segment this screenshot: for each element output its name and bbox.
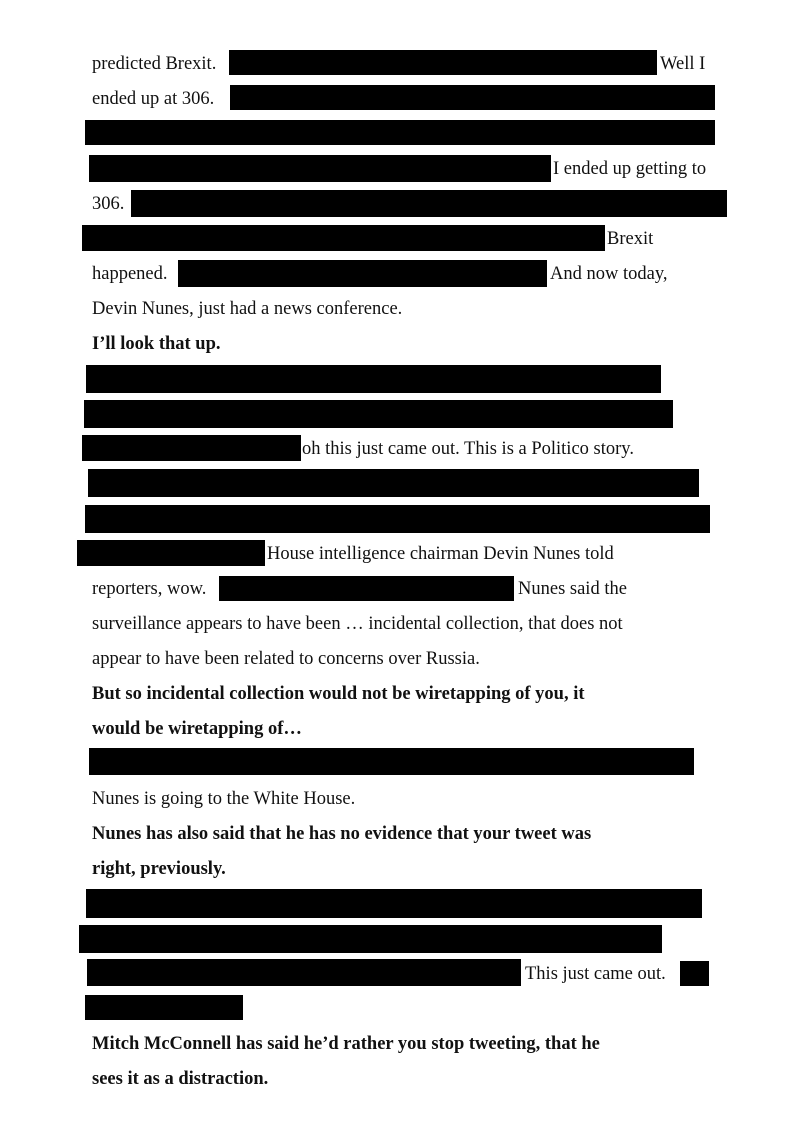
redaction-bar [79,925,662,953]
interviewer-question: Nunes has also said that he has no evidence that your tweet was [92,824,592,844]
transcript-text: ended up at 306. [92,89,215,109]
transcript-text: House intelligence chairman Devin Nunes told [267,544,614,564]
transcript-text: appear to have been related to concerns over Russia. [92,649,480,669]
redaction-bar [85,505,710,533]
interviewer-question: But so incidental collection would not be wiretapping of you, it [92,684,585,704]
redaction-bar [229,50,657,75]
transcript-text: oh this just came out. This is a Politico story. [302,439,634,459]
redaction-bar [131,190,727,217]
redaction-bar [86,365,661,393]
transcript-text: happened. [92,264,168,284]
transcript-text: I ended up getting to [553,159,707,179]
transcript-text: Brexit [607,229,654,249]
transcript-text: reporters, wow. [92,579,207,599]
transcript-text: 306. [92,194,125,214]
interviewer-question: would be wiretapping of… [92,719,302,739]
transcript-text: predicted Brexit. [92,54,217,74]
redaction-bar [87,959,521,986]
transcript-text: Well I [660,54,706,74]
transcript-text: Nunes is going to the White House. [92,789,356,809]
redaction-bar [680,961,709,986]
redaction-bar [178,260,547,287]
redaction-bar [89,155,551,182]
redaction-bar [86,889,702,918]
interviewer-question: I’ll look that up. [92,334,221,354]
redaction-bar [82,435,301,461]
redaction-bar [85,120,715,145]
transcript-text: This just came out. [525,964,666,984]
redaction-bar [230,85,715,110]
interviewer-question: Mitch McConnell has said he’d rather you stop tweeting, that he [92,1034,600,1054]
interviewer-question: right, previously. [92,859,226,879]
transcript-text: And now today, [550,264,668,284]
redaction-bar [82,225,605,251]
redaction-bar [84,400,673,428]
interviewer-question: sees it as a distraction. [92,1069,269,1089]
redaction-bar [89,748,694,775]
transcript-text: Devin Nunes, just had a news conference. [92,299,403,319]
transcript-text: Nunes said the [518,579,627,599]
redaction-bar [85,995,243,1020]
redaction-bar [219,576,514,601]
redaction-bar [88,469,699,497]
redaction-bar [77,540,265,566]
transcript-text: surveillance appears to have been … incidental collection, that does not [92,614,623,634]
